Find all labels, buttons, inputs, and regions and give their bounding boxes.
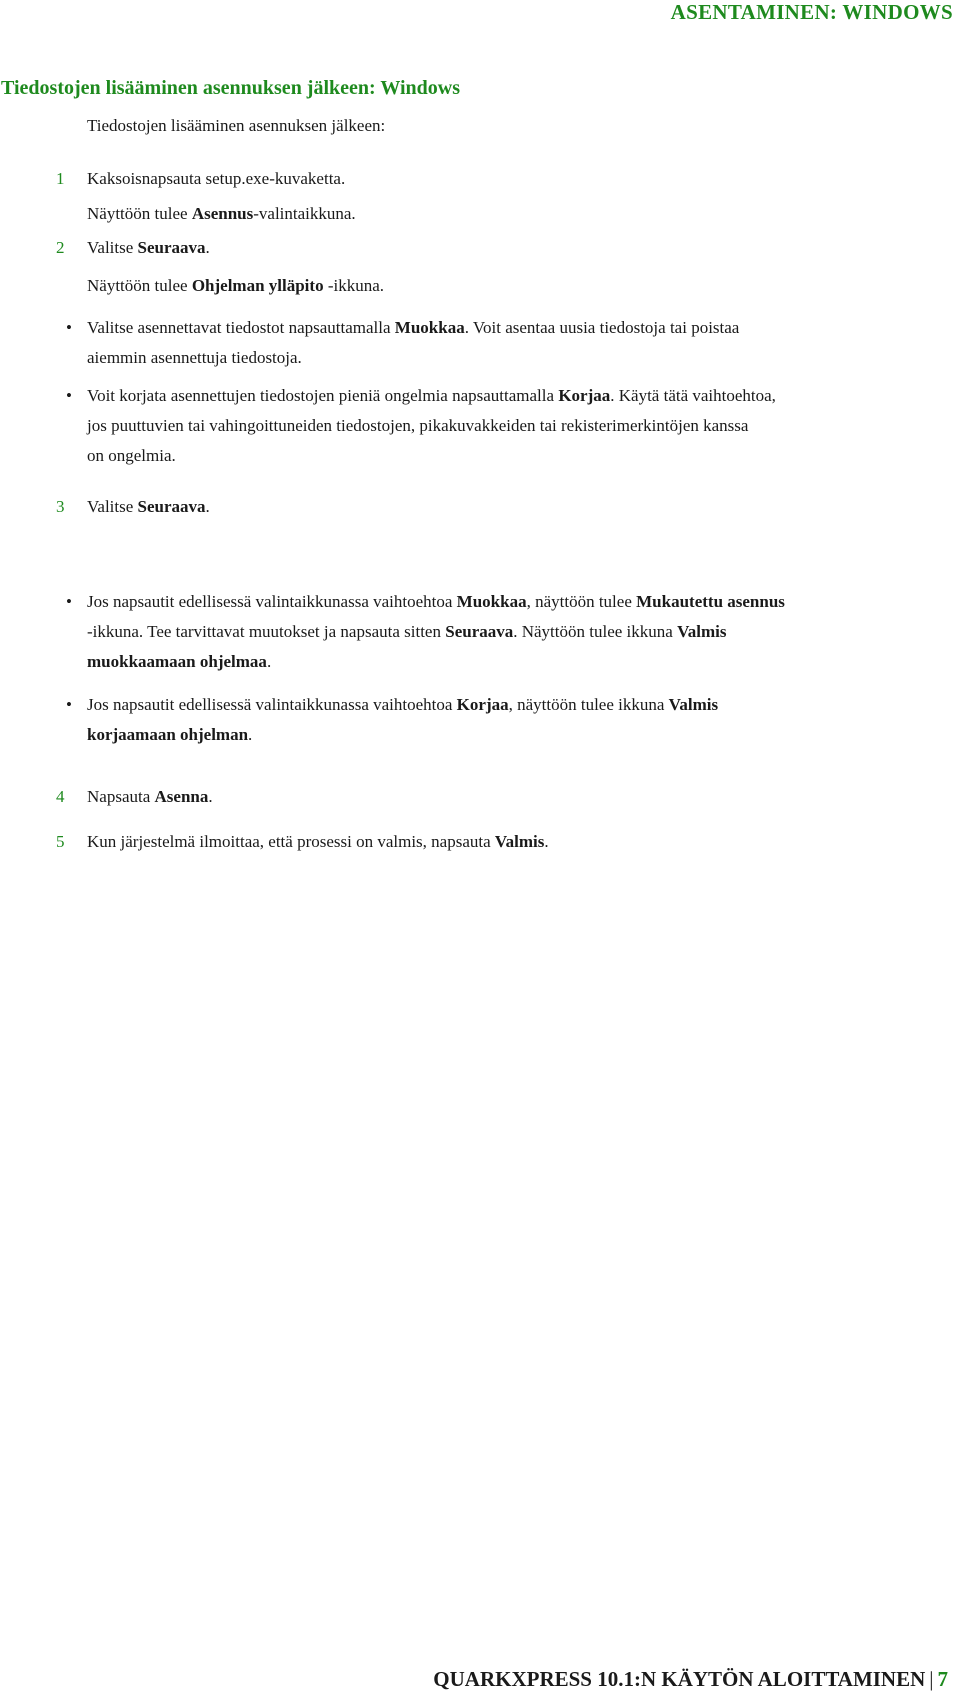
running-head: ASENTAMINEN: WINDOWS	[670, 0, 953, 24]
bullet-2-text-b: . Käytä tätä vaihtoehtoa,	[610, 386, 776, 405]
bullet-3-line-1	[87, 587, 785, 617]
section-title: Tiedostojen lisääminen asennuksen jälkeen: Windows	[1, 77, 460, 99]
bullet-4-text-a: Jos napsautit edellisessä valintaikkunassa vaihtoehtoa	[87, 695, 457, 714]
step-number-1: 1	[56, 169, 65, 188]
bullet-1-line-1	[87, 313, 739, 343]
step-number-5: 5	[56, 832, 65, 851]
step-2-result	[87, 271, 384, 301]
bullet-4-line-2-text: .	[248, 725, 253, 744]
step-2-result-pre: Näyttöön tulee	[87, 276, 192, 295]
step-1-result	[87, 199, 356, 229]
bullet-1-bold: Muokkaa	[394, 318, 465, 337]
page-footer	[433, 1667, 948, 1692]
bullet-marker-2: •	[66, 386, 72, 405]
bullet-4-bold-b: Valmis	[668, 695, 719, 714]
bullet-marker-3: •	[66, 592, 72, 611]
bullet-3-line-2-text-b: . Näyttöön tulee ikkuna	[513, 622, 678, 641]
step-4-pre: Napsauta	[87, 787, 155, 806]
step-4-bold: Asenna	[154, 787, 209, 806]
step-3-bold: Seuraava	[137, 497, 206, 516]
bullet-4-text-b: , näyttöön tulee ikkuna	[508, 695, 669, 714]
bullet-3-line-3	[87, 647, 271, 677]
footer-separator: |	[929, 1667, 934, 1691]
step-4-text	[87, 782, 213, 812]
step-5-post: .	[544, 832, 549, 851]
bullet-3-bold-b: Mukautettu asennus	[636, 592, 785, 611]
bullet-4-bold-a: Korjaa	[456, 695, 509, 714]
step-2-pre: Valitse	[87, 238, 138, 257]
step-2-text	[87, 233, 210, 263]
bullet-2-bold: Korjaa	[558, 386, 611, 405]
bullet-3-bold-a: Muokkaa	[456, 592, 527, 611]
bullet-3-line-2	[87, 617, 727, 647]
bullet-3-line-3-bold: muokkaamaan ohjelmaa	[87, 652, 267, 671]
step-2-post: .	[205, 238, 210, 257]
bullet-3-line-2-bold-b: Valmis	[677, 622, 727, 641]
page-number: 7	[937, 1667, 948, 1691]
bullet-2-line-3: on ongelmia.	[87, 446, 176, 465]
step-1-result-bold: Asennus	[191, 204, 254, 223]
step-3-text	[87, 492, 210, 522]
bullet-3-text-a: Jos napsautit edellisessä valintaikkunassa vaihtoehtoa	[87, 592, 457, 611]
bullet-1-text-b: . Voit asentaa uusia tiedostoja tai poistaa	[464, 318, 740, 337]
bullet-3-text-b: , näyttöön tulee	[526, 592, 637, 611]
footer-title: QUARKXPRESS 10.1:N KÄYTÖN ALOITTAMINEN	[433, 1667, 926, 1691]
bullet-4-line-2	[87, 720, 252, 750]
intro-text: Tiedostojen lisääminen asennuksen jälkeen:	[87, 116, 386, 135]
step-1-result-post: -valintaikkuna.	[253, 204, 356, 223]
step-4-post: .	[208, 787, 213, 806]
step-number-3: 3	[56, 497, 65, 516]
bullet-marker-4: •	[66, 695, 72, 714]
step-2-result-bold: Ohjelman ylläpito	[191, 276, 324, 295]
bullet-2-line-1	[87, 381, 776, 411]
step-3-post: .	[205, 497, 210, 516]
bullet-4-line-2-bold: korjaamaan ohjelman	[87, 725, 249, 744]
bullet-2-text-a: Voit korjata asennettujen tiedostojen pieniä ongelmia napsauttamalla	[87, 386, 559, 405]
step-5-bold: Valmis	[494, 832, 545, 851]
step-number-2: 2	[56, 238, 65, 257]
step-2-bold: Seuraava	[137, 238, 206, 257]
step-2-result-post: -ikkuna.	[323, 276, 385, 295]
step-5-text	[87, 827, 549, 857]
bullet-marker-1: •	[66, 318, 72, 337]
bullet-1-text-a: Valitse asennettavat tiedostot napsauttamalla	[87, 318, 395, 337]
step-3-pre: Valitse	[87, 497, 138, 516]
step-5-pre: Kun järjestelmä ilmoittaa, että prosessi on valmis, napsauta	[87, 832, 495, 851]
step-number-4: 4	[56, 787, 65, 806]
bullet-1-line-2: aiemmin asennettuja tiedostoja.	[87, 348, 302, 367]
bullet-3-line-2-text-a: -ikkuna. Tee tarvittavat muutokset ja napsauta sitten	[87, 622, 446, 641]
bullet-2-line-2: jos puuttuvien tai vahingoittuneiden tiedostojen, pikakuvakkeiden tai rekisterimerkintöjen kanssa	[87, 416, 749, 435]
bullet-3-line-3-text: .	[266, 652, 272, 671]
bullet-3-line-2-bold-a: Seuraava	[445, 622, 514, 641]
step-1-result-pre: Näyttöön tulee	[87, 204, 192, 223]
bullet-4-line-1	[87, 690, 718, 720]
step-1-text: Kaksoisnapsauta setup.exe-kuvaketta.	[87, 169, 346, 188]
